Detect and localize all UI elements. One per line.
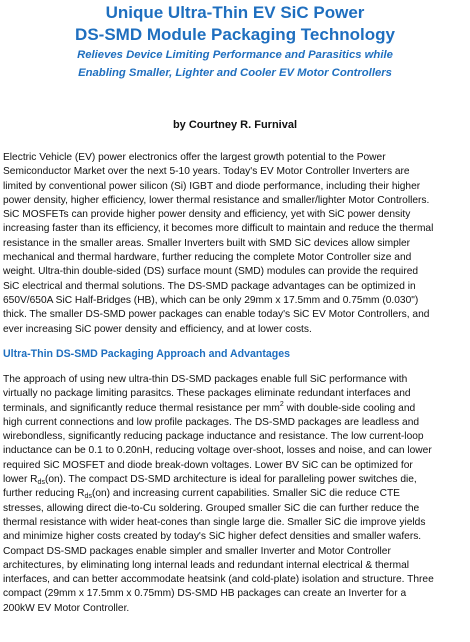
subscript: ds	[37, 479, 45, 487]
section-line: virtually no package limiting parasitcs. These packages eliminate redundant interfaces and	[3, 388, 411, 400]
section-line-text: lower R	[3, 474, 38, 486]
section-line: and minimize higher costs created by today's SiC higher defect densities and smaller wafers.	[3, 531, 422, 543]
section-line-text: terminals, and significantly reduce thermal resistance per mm	[3, 402, 280, 414]
section-line	[3, 473, 465, 487]
intro-line: increasing faster than its efficiency, it becomes more difficult to maintain and reduce the thermal	[3, 223, 434, 235]
intro-paragraph	[3, 151, 465, 337]
section-line-text: further reducing R	[3, 488, 85, 500]
title-line-2: DS-SMD Module Packaging Technology	[75, 25, 395, 44]
subscript: ds	[84, 493, 92, 501]
section-line: interfaces, and can better accommodate heatsink (and cold-plate) isolation and structure. Three	[3, 574, 434, 586]
section-line: required SiC MOSFET and diode break-down voltages. Lower BV SiC can be optimized for	[3, 459, 413, 471]
title-line-1: Unique Ultra-Thin EV SiC Power	[105, 3, 365, 22]
intro-line: limited by conventional power silicon (Si) IGBT and diode performance, including their higher	[3, 180, 421, 192]
section-line: Compact DS-SMD packages enable simpler and smaller Inverter and Motor Controller	[3, 545, 391, 557]
superscript: 2	[279, 400, 284, 408]
section-line: The approach of using new ultra-thin DS-SMD packages enable full SiC performance with	[3, 374, 408, 385]
section-line	[3, 402, 465, 416]
section-paragraph	[3, 373, 465, 616]
intro-line: ever increasing SiC power density and efficiency, and at lower costs.	[3, 323, 312, 335]
section-line: inductance can be 0.1 to 0.20nH, reducing voltage over-shoot, losses and noise, and can lower	[3, 445, 432, 457]
intro-line: thick. The smaller DS-SMD power packages can enable today's SiC EV Motor Controllers, and	[3, 309, 430, 321]
section-line: 200kW EV Motor Controller.	[3, 602, 130, 614]
intro-line: mechanical and thermal hardware, further reducing the complete Motor Controller size and	[3, 252, 412, 264]
intro-line: Semiconductor Market over the next 5-10 years. Today's EV Motor Controller Inverters are	[3, 166, 410, 178]
section-line: architectures, by eliminating long internal leads and redundant internal electrical & thermal	[3, 559, 410, 571]
section-line: thermal resistance with wider heat-cones than single large die. Smaller SiC die improve yields	[3, 516, 426, 528]
section-line-tail: (on) and increasing current capabilities. Smaller SiC die reduce CTE	[91, 488, 400, 500]
intro-line: power density, higher efficiency, lower thermal resistance and smaller/lighter Motor Controllers.	[3, 194, 430, 206]
intro-line: weight. Ultra-thin double-sided (DS) surface mount (SMD) modules can provide the required	[3, 266, 419, 278]
section-heading: Ultra-Thin DS-SMD Packaging Approach and Advantages	[3, 348, 291, 360]
section-line: wirebondless, significantly reducing package inductance and resistance. The low current-loop	[3, 431, 424, 443]
section-line: stresses, allowing direct die-to-Cu soldering. Grouped smaller SiC die can further reduce the	[3, 502, 420, 514]
intro-line: Electric Vehicle (EV) power electronics offer the largest growth potential to the Power	[3, 152, 386, 163]
section-line	[3, 487, 465, 501]
subtitle-line-2: Enabling Smaller, Lighter and Cooler EV Motor Controllers	[78, 67, 392, 79]
subtitle-line-1: Relieves Device Limiting Performance and Parasitics while	[77, 49, 393, 61]
intro-line: resistance in the smaller areas. Smaller Inverters built with SMD SiC devices allow simpler	[3, 237, 411, 249]
author-byline: by Courtney R. Furnival	[172, 119, 298, 131]
intro-line: SiC electrical and thermal solutions. The DS-SMD package advantages can be optimized in	[3, 280, 416, 292]
title-block	[0, 2, 470, 82]
section-line-tail: (on). The compact DS-SMD architecture is ideal for paralleling power switches die,	[44, 474, 417, 486]
intro-line: 650V/650A SiC Half-Bridges (HB), which can be only 29mm x 17.5mm and 0.75mm (0.030")	[3, 294, 419, 306]
section-line: high current connections and low profile packages. The DS-SMD packages are leadless and	[3, 416, 420, 428]
section-line-tail: with double-side cooling and	[283, 402, 416, 414]
intro-line: SiC MOSFETs can provide higher power density and efficiency, yet with SiC power density	[3, 209, 411, 221]
section-line: compact (29mm x 17.5mm x 0.75mm) DS-SMD HB packages can create an Inverter for a	[3, 588, 407, 600]
